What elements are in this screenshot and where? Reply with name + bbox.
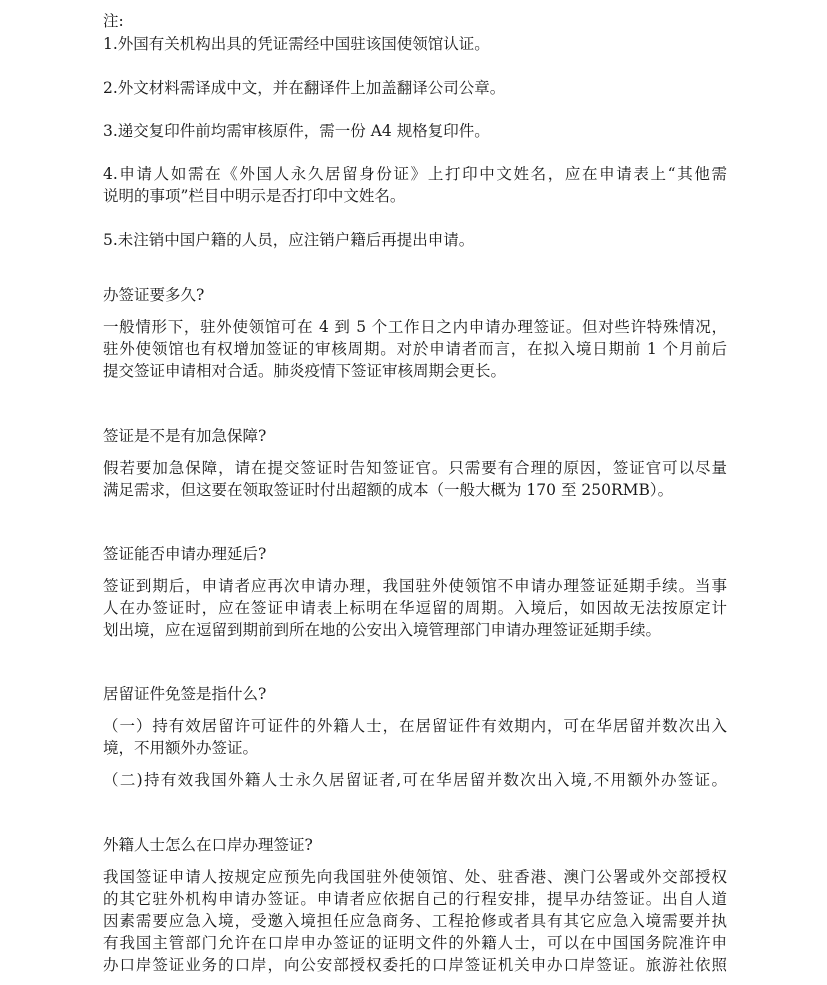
paragraph-line: 满足需求，但这要在领取签证时付出超额的成本（一般大概为 170 至 250RMB）。 (103, 481, 674, 499)
note-item-5: 5.未注销中国户籍的人员，应注销户籍后再提出申请。 (103, 231, 475, 249)
paragraph-line: 有我国主管部门允许在口岸申办签证的证明文件的外籍人士，可以在中国国务院准许申 (103, 934, 727, 952)
paragraph-line: 划出境，应在逗留到期前到所在地的公安出入境管理部门申请办理签证延期手续。 (103, 621, 662, 639)
section-heading-expedited: 签证是不是有加急保障? (103, 427, 267, 445)
section-heading-residence-exemption: 居留证件免签是指什么? (103, 685, 267, 703)
section-heading-visa-duration: 办签证要多久? (103, 286, 205, 304)
note-item-4-line-1: 4.申请人如需在《外国人永久居留身份证》上打印中文姓名，应在申请表上“其他需 (103, 165, 727, 183)
paragraph-line: 的其它驻外机构申请办签证。申请者应依据自己的行程安排，提早办结签证。出自人道 (103, 890, 727, 908)
notes-heading: 注: (103, 12, 124, 30)
paragraph-line: （二)持有效我国外籍人士永久居留证者,可在华居留并数次出入境,不用额外办签证。 (103, 771, 727, 789)
paragraph-line: 办口岸签证业务的口岸，向公安部授权委托的口岸签证机关申办口岸签证。旅游社依照 (103, 956, 727, 974)
paragraph-line: 假若要加急保障，请在提交签证时告知签证官。只需要有合理的原因，签证官可以尽量 (103, 459, 727, 477)
paragraph-line: 驻外使领馆也有权增加签证的审核周期。对於申请者而言，在拟入境日期前 1 个月前后 (103, 340, 727, 358)
paragraph-line: （一）持有效居留许可证件的外籍人士，在居留证件有效期内，可在华居留并数次出入 (103, 717, 727, 735)
section-heading-port-visa: 外籍人士怎么在口岸办理签证? (103, 836, 313, 854)
paragraph-line: 签证到期后，申请者应再次申请办理，我国驻外使领馆不申请办理签证延期手续。当事 (103, 577, 727, 595)
paragraph-line: 一般情形下，驻外使领馆可在 4 到 5 个工作日之内申请办理签证。但对些许特殊情况， (103, 318, 727, 336)
paragraph-line: 我国签证申请人按规定应预先向我国驻外使领馆、处、驻香港、澳门公署或外交部授权 (103, 868, 727, 886)
note-item-2: 2.外文材料需译成中文，并在翻译件上加盖翻译公司公章。 (103, 79, 506, 97)
paragraph-line: 提交签证申请相对合适。肺炎疫情下签证审核周期会更长。 (103, 362, 507, 380)
note-item-3: 3.递交复印件前均需审核原件，需一份 A4 规格复印件。 (103, 122, 490, 140)
section-heading-extension: 签证能否申请办理延后? (103, 545, 267, 563)
paragraph-line: 境，不用额外办签证。 (103, 739, 259, 757)
note-item-1: 1.外国有关机构出具的凭证需经中国驻该国使领馆认证。 (103, 35, 490, 53)
note-item-4-line-2: 说明的事项”栏目中明示是否打印中文姓名。 (103, 187, 406, 205)
paragraph-line: 因素需要应急入境，受邀入境担任应急商务、工程抢修或者具有其它应急入境需要并执 (103, 912, 727, 930)
paragraph-line: 人在办签证时，应在签证申请表上标明在华逗留的周期。入境后，如因故无法按原定计 (103, 599, 727, 617)
